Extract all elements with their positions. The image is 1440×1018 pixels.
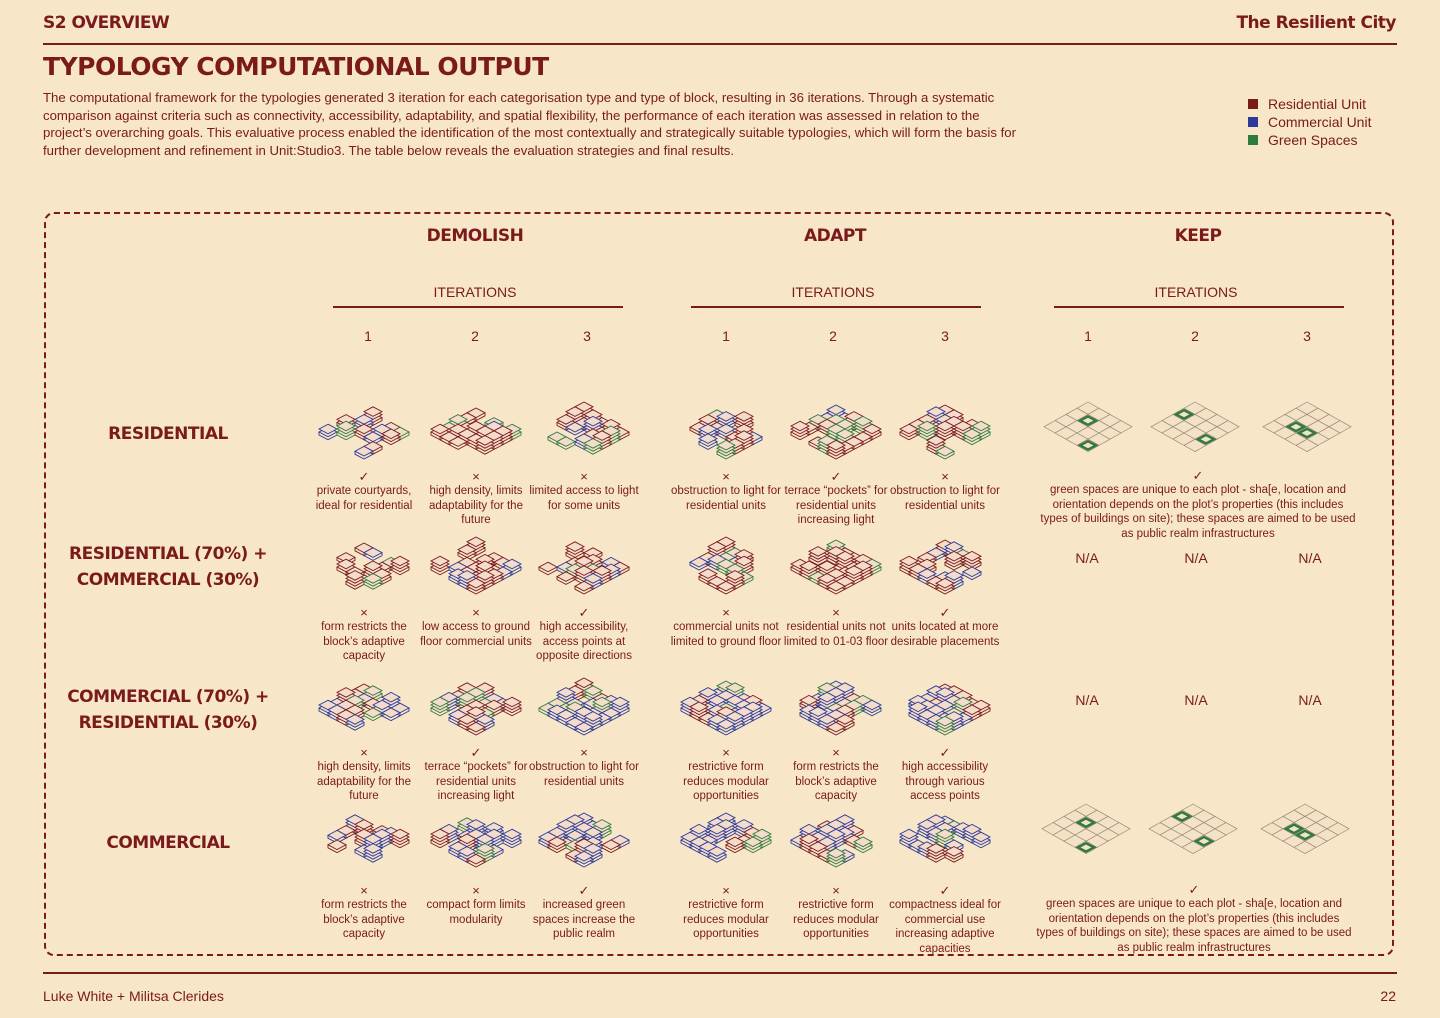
iteration-cell xyxy=(308,674,420,742)
block-diagram xyxy=(528,674,640,742)
evaluation-mark: ✓ xyxy=(1192,468,1204,483)
block-diagram xyxy=(308,533,420,601)
evaluation-text xyxy=(889,606,1001,649)
evaluation-caption: form restricts the block’s adaptive capacity xyxy=(321,621,407,662)
evaluation-text xyxy=(670,470,782,513)
block-diagram xyxy=(528,533,640,601)
evaluation-caption: terrace “pockets” for residential units increasing light xyxy=(784,485,888,526)
na-label: N/A xyxy=(1184,692,1208,708)
evaluation-mark: ✓ xyxy=(830,469,842,484)
evaluation-mark: × xyxy=(580,469,588,484)
legend xyxy=(1248,95,1371,149)
evaluation-caption: restrictive form reduces modular opportunities xyxy=(793,899,879,940)
iteration-cell xyxy=(780,533,892,601)
page-title: TYPOLOGY COMPUTATIONAL OUTPUT xyxy=(43,52,549,81)
evaluation-text xyxy=(889,746,1001,804)
block-diagram xyxy=(670,806,782,874)
legend-swatch xyxy=(1248,135,1258,145)
block-diagram xyxy=(308,806,420,874)
na-label: N/A xyxy=(1184,550,1208,566)
intro-paragraph: The computational framework for the typologies generated 3 iteration for each categorisation type and type of block, resulting in 36 iterations. Through a systematic comparison against criteria such as connectivity, accessibility, adaptability, and spatial flexibility, the performance of each iteration was assessed in relation to the project’s overarching goals. This evaluative process enabled the identification of the most contextually and strategically suitable typologies, which will form the basis for further development and refinement in Unit:Studio3. The table below reveals the evaluation strategies and final results. xyxy=(43,90,1016,158)
evaluation-caption: units located at more desirable placements xyxy=(890,621,1000,648)
evaluation-mark: × xyxy=(722,883,730,898)
iterations-label: ITERATIONS xyxy=(433,284,517,300)
evaluation-text xyxy=(670,606,782,649)
footer-rule xyxy=(43,972,1397,974)
evaluation-mark: × xyxy=(832,745,840,760)
iterations-rule xyxy=(691,306,981,308)
evaluation-mark: ✓ xyxy=(358,469,370,484)
evaluation-text xyxy=(528,470,640,513)
iteration-cell xyxy=(780,674,892,742)
evaluation-text xyxy=(780,746,892,804)
iteration-cell xyxy=(308,398,420,466)
evaluation-caption: compactness ideal for commercial use increasing adaptive capacities xyxy=(889,899,1001,955)
evaluation-caption: terrace “pockets” for residential units increasing light xyxy=(424,761,528,802)
evaluation-text xyxy=(420,470,532,528)
iteration-number: 1 xyxy=(1084,328,1092,344)
evaluation-caption: high accessibility through various access points xyxy=(901,761,989,802)
evaluation-caption: residential units not limited to 01-03 floor xyxy=(783,621,889,648)
iteration-cell xyxy=(670,533,782,601)
evaluation-text xyxy=(670,884,782,942)
evaluation-mark: ✓ xyxy=(939,605,951,620)
iteration-cell xyxy=(420,674,532,742)
evaluation-text xyxy=(780,470,892,528)
iteration-cell xyxy=(670,806,782,874)
block-diagram xyxy=(308,674,420,742)
keep-plot-diagram xyxy=(1252,398,1362,466)
keep-plot-diagram xyxy=(1031,800,1141,868)
evaluation-caption: obstruction to light for residential units xyxy=(529,761,639,788)
iterations-label: ITERATIONS xyxy=(1154,284,1238,300)
block-diagram xyxy=(670,398,782,466)
strategy-demolish: DEMOLISH xyxy=(426,226,524,246)
evaluation-mark: ✓ xyxy=(578,605,590,620)
evaluation-caption: restrictive form reduces modular opportunities xyxy=(683,899,769,940)
evaluation-mark: × xyxy=(472,605,480,620)
evaluation-caption: private courtyards, ideal for residential xyxy=(315,485,413,512)
iteration-cell xyxy=(528,674,640,742)
block-diagram xyxy=(670,674,782,742)
iteration-cell xyxy=(889,674,1001,742)
iteration-cell xyxy=(528,398,640,466)
na-label: N/A xyxy=(1075,550,1099,566)
block-diagram xyxy=(780,806,892,874)
legend-item-residential xyxy=(1248,95,1371,113)
keep-plot-diagram xyxy=(1033,398,1143,466)
iteration-number: 2 xyxy=(1191,328,1199,344)
evaluation-mark: × xyxy=(360,605,368,620)
evaluation-caption: high density, limits adaptability for the future xyxy=(317,761,411,802)
evaluation-mark: × xyxy=(722,605,730,620)
block-diagram xyxy=(780,533,892,601)
iteration-cell xyxy=(670,398,782,466)
row-label-com70-res30: COMMERCIAL (70%) + RESIDENTIAL (30%) xyxy=(67,687,269,733)
evaluation-mark: × xyxy=(580,745,588,760)
evaluation-mark: × xyxy=(472,469,480,484)
strategy-keep: KEEP xyxy=(1174,226,1222,246)
block-diagram xyxy=(420,806,532,874)
block-diagram xyxy=(889,674,1001,742)
project-name: The Resilient City xyxy=(1236,13,1396,33)
block-diagram xyxy=(670,533,782,601)
iteration-cell xyxy=(528,533,640,601)
keep-note-residential xyxy=(1038,469,1358,541)
iteration-cell xyxy=(780,806,892,874)
evaluation-mark: ✓ xyxy=(939,745,951,760)
iteration-cell xyxy=(889,398,1001,466)
evaluation-text xyxy=(308,746,420,804)
iteration-cell xyxy=(420,806,532,874)
evaluation-caption: increased green spaces increase the public realm xyxy=(532,899,636,940)
iteration-number: 3 xyxy=(941,328,949,344)
iteration-cell xyxy=(889,533,1001,601)
iterations-rule xyxy=(333,306,623,308)
legend-swatch xyxy=(1248,117,1258,127)
block-diagram xyxy=(889,398,1001,466)
evaluation-caption: obstruction to light for residential units xyxy=(890,485,1000,512)
block-diagram xyxy=(528,398,640,466)
header-rule xyxy=(43,43,1397,45)
legend-item-green xyxy=(1248,131,1371,149)
keep-plot-diagram xyxy=(1138,800,1248,868)
strategy-adapt: ADAPT xyxy=(804,226,866,246)
block-diagram xyxy=(420,674,532,742)
evaluation-text xyxy=(889,470,1001,513)
evaluation-caption: low access to ground floor commercial units xyxy=(420,621,532,648)
row-label-res70-com30: RESIDENTIAL (70%) + COMMERCIAL (30%) xyxy=(69,544,267,590)
legend-swatch xyxy=(1248,99,1258,109)
na-label: N/A xyxy=(1075,692,1099,708)
evaluation-mark: × xyxy=(472,883,480,898)
evaluation-caption: high density, limits adaptability for the future xyxy=(429,485,523,526)
evaluation-text xyxy=(528,884,640,942)
iteration-cell xyxy=(670,674,782,742)
iteration-number: 1 xyxy=(364,328,372,344)
evaluation-mark: × xyxy=(360,883,368,898)
evaluation-mark: × xyxy=(832,605,840,620)
page-number: 22 xyxy=(1380,988,1396,1004)
keep-plot-diagram xyxy=(1250,800,1360,868)
block-diagram xyxy=(780,674,892,742)
evaluation-text xyxy=(528,606,640,664)
evaluation-mark: × xyxy=(832,883,840,898)
evaluation-caption: commercial units not limited to ground floor xyxy=(670,621,782,648)
iteration-number: 2 xyxy=(829,328,837,344)
evaluation-text xyxy=(889,884,1001,956)
keep-note-commercial xyxy=(1034,883,1354,955)
evaluation-text xyxy=(308,884,420,942)
row-label-commercial: COMMERCIAL xyxy=(106,833,230,853)
evaluation-caption: green spaces are unique to each plot - sha[e, location and orientation depends on the plot’s properties (this includes types of buildings on site); these spaces are aimed to be used as public realm infrastructures xyxy=(1036,898,1352,954)
block-diagram xyxy=(780,398,892,466)
iteration-cell xyxy=(528,806,640,874)
evaluation-caption: form restricts the block’s adaptive capacity xyxy=(321,899,407,940)
block-diagram xyxy=(308,398,420,466)
block-diagram xyxy=(420,398,532,466)
evaluation-mark: ✓ xyxy=(939,883,951,898)
evaluation-mark: × xyxy=(360,745,368,760)
iteration-cell xyxy=(420,533,532,601)
evaluation-caption: obstruction to light for residential units xyxy=(671,485,781,512)
legend-label: Commercial Unit xyxy=(1268,114,1372,130)
keep-plot-diagram xyxy=(1140,398,1250,466)
block-diagram xyxy=(420,533,532,601)
evaluation-text xyxy=(420,746,532,804)
evaluation-caption: limited access to light for some units xyxy=(529,485,639,512)
iteration-number: 3 xyxy=(583,328,591,344)
evaluation-caption: high accessibility, access points at opposite directions xyxy=(536,621,632,662)
evaluation-caption: restrictive form reduces modular opportunities xyxy=(683,761,769,802)
block-diagram xyxy=(889,806,1001,874)
evaluation-mark: × xyxy=(722,745,730,760)
authors: Luke White + Militsa Clerides xyxy=(43,988,224,1004)
evaluation-text xyxy=(308,606,420,664)
row-label-residential: RESIDENTIAL xyxy=(108,424,228,444)
na-label: N/A xyxy=(1298,550,1322,566)
section-label: S2 OVERVIEW xyxy=(43,13,170,33)
evaluation-mark: ✓ xyxy=(1188,882,1200,897)
evaluation-caption: compact form limits modularity xyxy=(426,899,526,926)
evaluation-text xyxy=(420,606,532,649)
evaluation-text xyxy=(670,746,782,804)
iteration-number: 2 xyxy=(471,328,479,344)
evaluation-text xyxy=(528,746,640,789)
evaluation-text xyxy=(780,606,892,649)
evaluation-mark: × xyxy=(941,469,949,484)
evaluation-mark: ✓ xyxy=(470,745,482,760)
iteration-cell xyxy=(780,398,892,466)
evaluation-mark: × xyxy=(722,469,730,484)
evaluation-mark: ✓ xyxy=(578,883,590,898)
evaluation-caption: green spaces are unique to each plot - sha[e, location and orientation depends on the plot’s properties (this includes types of buildings on site); these spaces are aimed to be used as public realm infrastructures xyxy=(1040,484,1356,540)
iterations-rule xyxy=(1054,306,1344,308)
iterations-label: ITERATIONS xyxy=(791,284,875,300)
evaluation-text xyxy=(780,884,892,942)
iteration-cell xyxy=(308,533,420,601)
evaluation-text xyxy=(308,470,420,513)
legend-label: Green Spaces xyxy=(1268,132,1358,148)
block-diagram xyxy=(889,533,1001,601)
iteration-number: 1 xyxy=(722,328,730,344)
block-diagram xyxy=(528,806,640,874)
evaluation-text xyxy=(420,884,532,927)
iteration-cell xyxy=(420,398,532,466)
iteration-cell xyxy=(889,806,1001,874)
legend-label: Residential Unit xyxy=(1268,96,1367,112)
legend-item-commercial xyxy=(1248,113,1371,131)
iteration-number: 3 xyxy=(1303,328,1311,344)
iteration-cell xyxy=(308,806,420,874)
na-label: N/A xyxy=(1298,692,1322,708)
evaluation-caption: form restricts the block’s adaptive capacity xyxy=(793,761,879,802)
